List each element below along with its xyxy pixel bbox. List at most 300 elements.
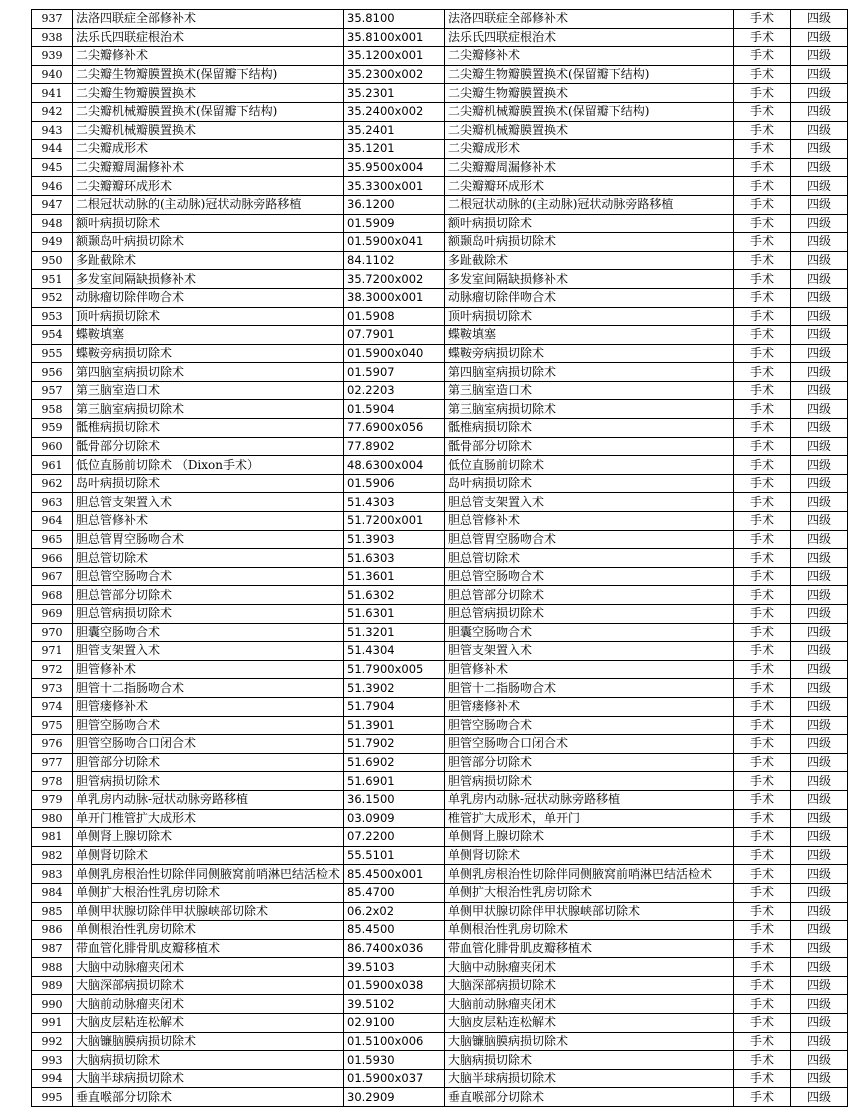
standard-name-cell: 二尖瓣生物瓣膜置换术: [445, 84, 734, 103]
level-cell: 四级: [791, 400, 848, 419]
procedure-table-body: [32, 10, 848, 1107]
procedure-code-cell: 35.7200x002: [344, 270, 445, 289]
level-cell: 四级: [791, 586, 848, 605]
level-cell: 四级: [791, 84, 848, 103]
procedure-name-cell: 二根冠状动脉的(主动脉)冠状动脉旁路移植: [73, 195, 344, 214]
row-number-cell: 971: [32, 642, 73, 661]
category-cell: 手术: [734, 976, 791, 995]
standard-name-cell: 胆总管部分切除术: [445, 586, 734, 605]
category-cell: 手术: [734, 102, 791, 121]
category-cell: 手术: [734, 921, 791, 940]
row-number-cell: 964: [32, 512, 73, 531]
table-row: [32, 902, 848, 921]
category-cell: 手术: [734, 1088, 791, 1107]
row-number-cell: 963: [32, 493, 73, 512]
procedure-name-cell: 胆总管胃空肠吻合术: [73, 530, 344, 549]
procedure-name-cell: 大脑皮层粘连松解术: [73, 1014, 344, 1033]
level-cell: 四级: [791, 512, 848, 531]
level-cell: 四级: [791, 865, 848, 884]
table-row: [32, 679, 848, 698]
procedure-name-cell: 单侧扩大根治性乳房切除术: [73, 883, 344, 902]
category-cell: 手术: [734, 530, 791, 549]
category-cell: 手术: [734, 270, 791, 289]
procedure-code-cell: 01.5900x037: [344, 1069, 445, 1088]
level-cell: 四级: [791, 214, 848, 233]
row-number-cell: 938: [32, 28, 73, 47]
procedure-name-cell: 单侧肾切除术: [73, 846, 344, 865]
table-row: [32, 158, 848, 177]
category-cell: 手术: [734, 307, 791, 326]
standard-name-cell: 胆总管支架置入术: [445, 493, 734, 512]
level-cell: 四级: [791, 1014, 848, 1033]
procedure-code-cell: 35.1201: [344, 140, 445, 159]
standard-name-cell: 法洛四联症全部修补术: [445, 10, 734, 29]
row-number-cell: 966: [32, 549, 73, 568]
row-number-cell: 982: [32, 846, 73, 865]
procedure-code-cell: 01.5900x038: [344, 976, 445, 995]
standard-name-cell: 大脑半球病损切除术: [445, 1069, 734, 1088]
procedure-code-cell: 01.5100x006: [344, 1032, 445, 1051]
level-cell: 四级: [791, 474, 848, 493]
category-cell: 手术: [734, 1014, 791, 1033]
procedure-name-cell: 骶椎病损切除术: [73, 419, 344, 438]
procedure-name-cell: 单侧乳房根治性切除伴同侧腋窝前哨淋巴结活检术: [73, 865, 344, 884]
level-cell: 四级: [791, 363, 848, 382]
table-row: [32, 697, 848, 716]
procedure-code-cell: 02.9100: [344, 1014, 445, 1033]
standard-name-cell: 第三脑室造口术: [445, 381, 734, 400]
level-cell: 四级: [791, 902, 848, 921]
procedure-name-cell: 大脑病损切除术: [73, 1051, 344, 1070]
standard-name-cell: 多趾截除术: [445, 251, 734, 270]
procedure-code-cell: 51.6303: [344, 549, 445, 568]
standard-name-cell: 额颞岛叶病损切除术: [445, 233, 734, 252]
table-row: [32, 958, 848, 977]
procedure-name-cell: 胆管十二指肠吻合术: [73, 679, 344, 698]
level-cell: 四级: [791, 716, 848, 735]
table-row: [32, 65, 848, 84]
standard-name-cell: 二根冠状动脉的(主动脉)冠状动脉旁路移植: [445, 195, 734, 214]
procedure-code-cell: 51.3201: [344, 623, 445, 642]
level-cell: 四级: [791, 567, 848, 586]
procedure-name-cell: 单侧甲状腺切除伴甲状腺峡部切除术: [73, 902, 344, 921]
standard-name-cell: 椎管扩大成形术，单开门: [445, 809, 734, 828]
category-cell: 手术: [734, 995, 791, 1014]
category-cell: 手术: [734, 567, 791, 586]
table-row: [32, 735, 848, 754]
procedure-name-cell: 二尖瓣瓣环成形术: [73, 177, 344, 196]
table-row: [32, 381, 848, 400]
category-cell: 手术: [734, 177, 791, 196]
table-row: [32, 270, 848, 289]
category-cell: 手术: [734, 846, 791, 865]
procedure-code-cell: 51.6902: [344, 753, 445, 772]
procedure-code-cell: 85.4500: [344, 921, 445, 940]
procedure-name-cell: 法乐氏四联症根治术: [73, 28, 344, 47]
procedure-code-cell: 86.7400x036: [344, 939, 445, 958]
standard-name-cell: 胆总管切除术: [445, 549, 734, 568]
category-cell: 手术: [734, 233, 791, 252]
procedure-code-cell: 85.4700: [344, 883, 445, 902]
row-number-cell: 989: [32, 976, 73, 995]
standard-name-cell: 单乳房内动脉-冠状动脉旁路移植: [445, 790, 734, 809]
procedure-code-cell: 35.8100x001: [344, 28, 445, 47]
row-number-cell: 958: [32, 400, 73, 419]
procedure-code-cell: 03.0909: [344, 809, 445, 828]
procedure-name-cell: 动脉瘤切除伴吻合术: [73, 288, 344, 307]
table-row: [32, 605, 848, 624]
procedure-name-cell: 胆管空肠吻合术: [73, 716, 344, 735]
row-number-cell: 965: [32, 530, 73, 549]
procedure-name-cell: 岛叶病损切除术: [73, 474, 344, 493]
standard-name-cell: 骶骨部分切除术: [445, 437, 734, 456]
procedure-code-cell: 01.5930: [344, 1051, 445, 1070]
procedure-table: [31, 9, 848, 1107]
procedure-name-cell: 胆总管修补术: [73, 512, 344, 531]
procedure-name-cell: 胆管支架置入术: [73, 642, 344, 661]
procedure-code-cell: 01.5909: [344, 214, 445, 233]
procedure-code-cell: 51.7904: [344, 697, 445, 716]
standard-name-cell: 蝶鞍填塞: [445, 326, 734, 345]
standard-name-cell: 第三脑室病损切除术: [445, 400, 734, 419]
level-cell: 四级: [791, 939, 848, 958]
procedure-name-cell: 胆管病损切除术: [73, 772, 344, 791]
table-row: [32, 753, 848, 772]
row-number-cell: 937: [32, 10, 73, 29]
procedure-name-cell: 骶骨部分切除术: [73, 437, 344, 456]
standard-name-cell: 胆管十二指肠吻合术: [445, 679, 734, 698]
procedure-code-cell: 51.3901: [344, 716, 445, 735]
standard-name-cell: 胆管病损切除术: [445, 772, 734, 791]
category-cell: 手术: [734, 214, 791, 233]
procedure-code-cell: 51.3903: [344, 530, 445, 549]
row-number-cell: 952: [32, 288, 73, 307]
standard-name-cell: 胆管修补术: [445, 660, 734, 679]
procedure-name-cell: 额颞岛叶病损切除术: [73, 233, 344, 252]
standard-name-cell: 单侧肾上腺切除术: [445, 828, 734, 847]
standard-name-cell: 法乐氏四联症根治术: [445, 28, 734, 47]
standard-name-cell: 二尖瓣生物瓣膜置换术(保留瓣下结构): [445, 65, 734, 84]
table-row: [32, 660, 848, 679]
level-cell: 四级: [791, 1051, 848, 1070]
row-number-cell: 949: [32, 233, 73, 252]
row-number-cell: 975: [32, 716, 73, 735]
row-number-cell: 967: [32, 567, 73, 586]
table-row: [32, 177, 848, 196]
table-row: [32, 976, 848, 995]
procedure-code-cell: 07.7901: [344, 326, 445, 345]
procedure-name-cell: 第三脑室病损切除术: [73, 400, 344, 419]
level-cell: 四级: [791, 660, 848, 679]
level-cell: 四级: [791, 102, 848, 121]
level-cell: 四级: [791, 790, 848, 809]
level-cell: 四级: [791, 456, 848, 475]
level-cell: 四级: [791, 1069, 848, 1088]
procedure-name-cell: 多发室间隔缺损修补术: [73, 270, 344, 289]
row-number-cell: 980: [32, 809, 73, 828]
procedure-code-cell: 51.6901: [344, 772, 445, 791]
row-number-cell: 991: [32, 1014, 73, 1033]
table-row: [32, 865, 848, 884]
table-row: [32, 214, 848, 233]
table-row: [32, 586, 848, 605]
level-cell: 四级: [791, 958, 848, 977]
table-row: [32, 419, 848, 438]
standard-name-cell: 额叶病损切除术: [445, 214, 734, 233]
category-cell: 手术: [734, 28, 791, 47]
level-cell: 四级: [791, 251, 848, 270]
level-cell: 四级: [791, 883, 848, 902]
table-row: [32, 10, 848, 29]
row-number-cell: 983: [32, 865, 73, 884]
standard-name-cell: 多发室间隔缺损修补术: [445, 270, 734, 289]
table-row: [32, 326, 848, 345]
row-number-cell: 979: [32, 790, 73, 809]
row-number-cell: 987: [32, 939, 73, 958]
procedure-name-cell: 大脑深部病损切除术: [73, 976, 344, 995]
procedure-name-cell: 胆总管支架置入术: [73, 493, 344, 512]
table-row: [32, 530, 848, 549]
row-number-cell: 969: [32, 605, 73, 624]
category-cell: 手术: [734, 735, 791, 754]
procedure-name-cell: 胆囊空肠吻合术: [73, 623, 344, 642]
category-cell: 手术: [734, 1051, 791, 1070]
table-row: [32, 344, 848, 363]
level-cell: 四级: [791, 233, 848, 252]
procedure-name-cell: 蝶鞍旁病损切除术: [73, 344, 344, 363]
level-cell: 四级: [791, 437, 848, 456]
procedure-code-cell: 48.6300x004: [344, 456, 445, 475]
standard-name-cell: 大脑前动脉瘤夹闭术: [445, 995, 734, 1014]
row-number-cell: 968: [32, 586, 73, 605]
standard-name-cell: 大脑中动脉瘤夹闭术: [445, 958, 734, 977]
row-number-cell: 984: [32, 883, 73, 902]
row-number-cell: 950: [32, 251, 73, 270]
procedure-name-cell: 顶叶病损切除术: [73, 307, 344, 326]
level-cell: 四级: [791, 828, 848, 847]
procedure-name-cell: 胆管空肠吻合口闭合术: [73, 735, 344, 754]
standard-name-cell: 二尖瓣成形术: [445, 140, 734, 159]
row-number-cell: 948: [32, 214, 73, 233]
procedure-name-cell: 额叶病损切除术: [73, 214, 344, 233]
table-row: [32, 995, 848, 1014]
procedure-name-cell: 单侧肾上腺切除术: [73, 828, 344, 847]
level-cell: 四级: [791, 177, 848, 196]
level-cell: 四级: [791, 307, 848, 326]
procedure-name-cell: 胆总管病损切除术: [73, 605, 344, 624]
row-number-cell: 945: [32, 158, 73, 177]
procedure-code-cell: 51.4303: [344, 493, 445, 512]
level-cell: 四级: [791, 121, 848, 140]
category-cell: 手术: [734, 456, 791, 475]
table-row: [32, 102, 848, 121]
procedure-code-cell: 51.3902: [344, 679, 445, 698]
procedure-name-cell: 二尖瓣修补术: [73, 47, 344, 66]
row-number-cell: 957: [32, 381, 73, 400]
procedure-name-cell: 胆管修补术: [73, 660, 344, 679]
category-cell: 手术: [734, 140, 791, 159]
category-cell: 手术: [734, 716, 791, 735]
row-number-cell: 977: [32, 753, 73, 772]
standard-name-cell: 二尖瓣瓣环成形术: [445, 177, 734, 196]
row-number-cell: 947: [32, 195, 73, 214]
row-number-cell: 959: [32, 419, 73, 438]
row-number-cell: 970: [32, 623, 73, 642]
table-row: [32, 47, 848, 66]
standard-name-cell: 低位直肠前切除术: [445, 456, 734, 475]
procedure-code-cell: 01.5907: [344, 363, 445, 382]
table-row: [32, 716, 848, 735]
category-cell: 手术: [734, 883, 791, 902]
category-cell: 手术: [734, 865, 791, 884]
procedure-code-cell: 55.5101: [344, 846, 445, 865]
category-cell: 手术: [734, 326, 791, 345]
level-cell: 四级: [791, 1088, 848, 1107]
row-number-cell: 986: [32, 921, 73, 940]
procedure-name-cell: 多趾截除术: [73, 251, 344, 270]
procedure-name-cell: 单侧根治性乳房切除术: [73, 921, 344, 940]
row-number-cell: 942: [32, 102, 73, 121]
level-cell: 四级: [791, 270, 848, 289]
category-cell: 手术: [734, 65, 791, 84]
table-row: [32, 474, 848, 493]
level-cell: 四级: [791, 530, 848, 549]
category-cell: 手术: [734, 363, 791, 382]
row-number-cell: 973: [32, 679, 73, 698]
procedure-name-cell: 胆总管部分切除术: [73, 586, 344, 605]
category-cell: 手术: [734, 288, 791, 307]
table-row: [32, 939, 848, 958]
procedure-code-cell: 35.1200x001: [344, 47, 445, 66]
category-cell: 手术: [734, 679, 791, 698]
standard-name-cell: 大脑镰脑膜病损切除术: [445, 1032, 734, 1051]
category-cell: 手术: [734, 84, 791, 103]
standard-name-cell: 胆管空肠吻合口闭合术: [445, 735, 734, 754]
row-number-cell: 954: [32, 326, 73, 345]
table-row: [32, 437, 848, 456]
category-cell: 手术: [734, 1069, 791, 1088]
table-row: [32, 28, 848, 47]
level-cell: 四级: [791, 642, 848, 661]
procedure-name-cell: 带血管化腓骨肌皮瓣移植术: [73, 939, 344, 958]
row-number-cell: 940: [32, 65, 73, 84]
level-cell: 四级: [791, 381, 848, 400]
standard-name-cell: 胆总管修补术: [445, 512, 734, 531]
standard-name-cell: 动脉瘤切除伴吻合术: [445, 288, 734, 307]
procedure-name-cell: 第三脑室造口术: [73, 381, 344, 400]
table-row: [32, 140, 848, 159]
category-cell: 手术: [734, 195, 791, 214]
row-number-cell: 993: [32, 1051, 73, 1070]
procedure-code-cell: 35.2301: [344, 84, 445, 103]
procedure-name-cell: 二尖瓣生物瓣膜置换术(保留瓣下结构): [73, 65, 344, 84]
procedure-name-cell: 胆总管切除术: [73, 549, 344, 568]
level-cell: 四级: [791, 326, 848, 345]
procedure-code-cell: 51.6301: [344, 605, 445, 624]
standard-name-cell: 胆总管病损切除术: [445, 605, 734, 624]
procedure-name-cell: 大脑半球病损切除术: [73, 1069, 344, 1088]
row-number-cell: 955: [32, 344, 73, 363]
table-row: [32, 790, 848, 809]
standard-name-cell: 胆囊空肠吻合术: [445, 623, 734, 642]
level-cell: 四级: [791, 679, 848, 698]
table-row: [32, 642, 848, 661]
table-row: [32, 1051, 848, 1070]
level-cell: 四级: [791, 419, 848, 438]
standard-name-cell: 单侧扩大根治性乳房切除术: [445, 883, 734, 902]
standard-name-cell: 岛叶病损切除术: [445, 474, 734, 493]
standard-name-cell: 骶椎病损切除术: [445, 419, 734, 438]
row-number-cell: 995: [32, 1088, 73, 1107]
table-row: [32, 493, 848, 512]
level-cell: 四级: [791, 549, 848, 568]
row-number-cell: 981: [32, 828, 73, 847]
category-cell: 手术: [734, 605, 791, 624]
row-number-cell: 946: [32, 177, 73, 196]
table-row: [32, 363, 848, 382]
procedure-code-cell: 51.3601: [344, 567, 445, 586]
category-cell: 手术: [734, 586, 791, 605]
standard-name-cell: 二尖瓣瓣周漏修补术: [445, 158, 734, 177]
table-row: [32, 1088, 848, 1107]
procedure-code-cell: 35.2400x002: [344, 102, 445, 121]
procedure-name-cell: 二尖瓣机械瓣膜置换术: [73, 121, 344, 140]
row-number-cell: 962: [32, 474, 73, 493]
standard-name-cell: 胆管瘘修补术: [445, 697, 734, 716]
level-cell: 四级: [791, 976, 848, 995]
procedure-code-cell: 02.2203: [344, 381, 445, 400]
procedure-name-cell: 二尖瓣瓣周漏修补术: [73, 158, 344, 177]
standard-name-cell: 蝶鞍旁病损切除术: [445, 344, 734, 363]
procedure-code-cell: 77.6900x056: [344, 419, 445, 438]
procedure-code-cell: 01.5900x040: [344, 344, 445, 363]
standard-name-cell: 单侧根治性乳房切除术: [445, 921, 734, 940]
procedure-code-cell: 35.3300x001: [344, 177, 445, 196]
table-row: [32, 1014, 848, 1033]
category-cell: 手术: [734, 10, 791, 29]
category-cell: 手术: [734, 474, 791, 493]
category-cell: 手术: [734, 47, 791, 66]
table-row: [32, 456, 848, 475]
standard-name-cell: 单侧甲状腺切除伴甲状腺峡部切除术: [445, 902, 734, 921]
level-cell: 四级: [791, 697, 848, 716]
category-cell: 手术: [734, 697, 791, 716]
level-cell: 四级: [791, 735, 848, 754]
standard-name-cell: 胆管空肠吻合术: [445, 716, 734, 735]
procedure-code-cell: 01.5904: [344, 400, 445, 419]
category-cell: 手术: [734, 772, 791, 791]
level-cell: 四级: [791, 846, 848, 865]
procedure-name-cell: 蝶鞍填塞: [73, 326, 344, 345]
table-row: [32, 1032, 848, 1051]
standard-name-cell: 单侧乳房根治性切除伴同侧腋窝前哨淋巴结活检术: [445, 865, 734, 884]
table-row: [32, 121, 848, 140]
procedure-code-cell: 51.6302: [344, 586, 445, 605]
procedure-code-cell: 01.5908: [344, 307, 445, 326]
procedure-code-cell: 35.8100: [344, 10, 445, 29]
row-number-cell: 974: [32, 697, 73, 716]
table-row: [32, 846, 848, 865]
procedure-code-cell: 01.5900x041: [344, 233, 445, 252]
category-cell: 手术: [734, 939, 791, 958]
level-cell: 四级: [791, 753, 848, 772]
procedure-name-cell: 胆总管空肠吻合术: [73, 567, 344, 586]
standard-name-cell: 垂直喉部分切除术: [445, 1088, 734, 1107]
procedure-code-cell: 51.7200x001: [344, 512, 445, 531]
standard-name-cell: 带血管化腓骨肌皮瓣移植术: [445, 939, 734, 958]
procedure-code-cell: 77.8902: [344, 437, 445, 456]
standard-name-cell: 二尖瓣机械瓣膜置换术(保留瓣下结构): [445, 102, 734, 121]
